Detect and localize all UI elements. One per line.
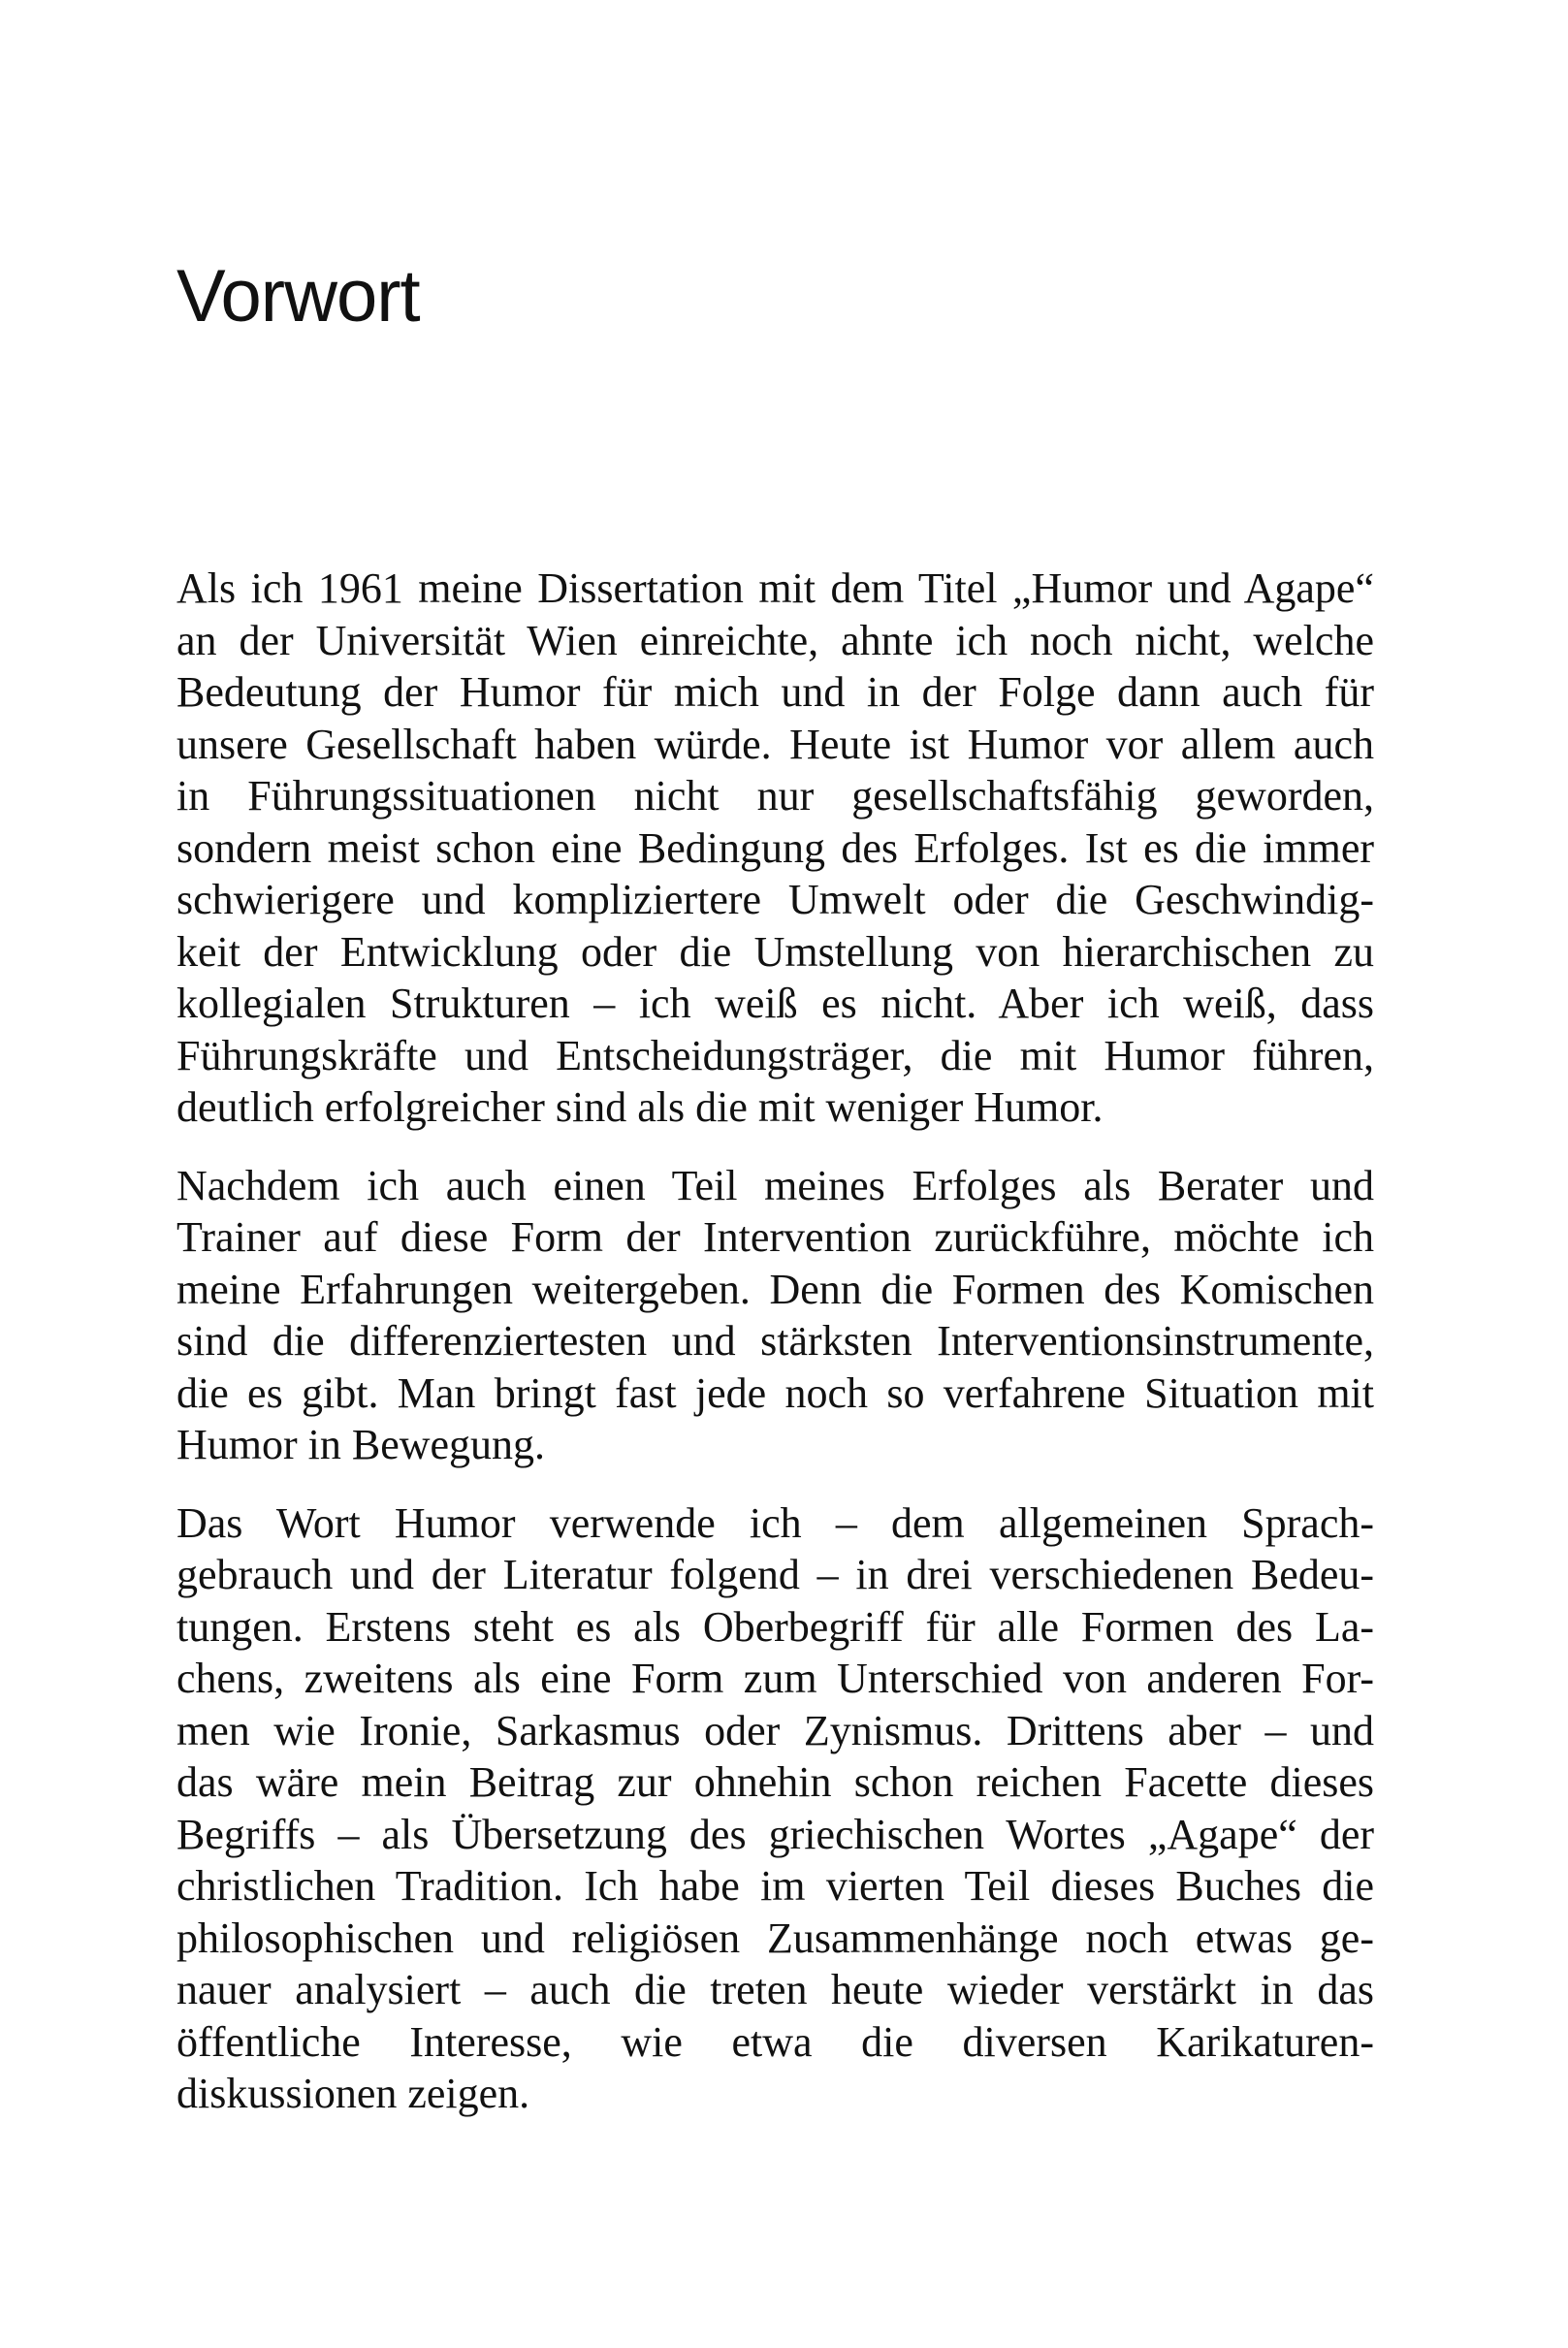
text-line: die es gibt. Man bringt fast jede noch so verfahrene Situation mit [176, 1368, 1374, 1417]
text-line: Trainer auf diese Form der Intervention zurückführe, möchte ich [176, 1213, 1374, 1261]
text-line: Begriffs – als Übersetzung des griechischen Wortes „Agape“ der [176, 1810, 1374, 1858]
text-line: sind die differenziertesten und stärksten Interventionsinstrumente, [176, 1317, 1374, 1365]
text-line: men wie Ironie, Sarkasmus oder Zynismus. Drittens aber – und [176, 1706, 1374, 1754]
text-line: schwierigere und kompliziertere Umwelt oder die Geschwindig- [176, 876, 1374, 923]
text-line: Führungskräfte und Entscheidungsträger, die mit Humor führen, [176, 1031, 1374, 1079]
text-line: Nachdem ich auch einen Teil meines Erfolges als Berater und [176, 1161, 1374, 1209]
text-line: meine Erfahrungen weitergeben. Denn die Formen des Komischen [176, 1265, 1374, 1313]
paragraph-1 [176, 563, 1374, 1134]
text-line: sondern meist schon eine Bedingung des Erfolges. Ist es die immer [176, 823, 1374, 872]
body-text [176, 563, 1374, 2146]
text-line: in Führungssituationen nicht nur gesellschaftsfähig geworden, [176, 772, 1374, 820]
text-line: an der Universität Wien einreichte, ahnte ich noch nicht, welche [176, 616, 1374, 664]
page-title: Vorwort [176, 255, 420, 338]
text-line: chens, zweitens als eine Form zum Unterschied von anderen For- [176, 1655, 1374, 1702]
text-line: Humor in Bewegung. [176, 1421, 546, 1468]
text-line: christlichen Tradition. Ich habe im vierten Teil dieses Buches die [176, 1862, 1374, 1910]
text-line: keit der Entwicklung oder die Umstellung von hierarchischen zu [176, 927, 1374, 976]
text-line: das wäre mein Beitrag zur ohnehin schon reichen Facette dieses [176, 1758, 1374, 1806]
text-line: gebrauch und der Literatur folgend – in drei verschiedenen Bedeu- [176, 1551, 1374, 1598]
text-line: philosophischen und religiösen Zusammenhänge noch etwas ge- [176, 1914, 1374, 1962]
text-line: Als ich 1961 meine Dissertation mit dem Titel „Humor und Agape“ [176, 564, 1374, 612]
text-line: kollegialen Strukturen – ich weiß es nicht. Aber ich weiß, dass [176, 980, 1374, 1027]
text-line: tungen. Erstens steht es als Oberbegriff für alle Formen des La- [176, 1602, 1374, 1651]
text-line: öffentliche Interesse, wie etwa die diversen Karikaturen- [176, 2017, 1374, 2066]
text-line: Bedeutung der Humor für mich und in der Folge dann auch für [176, 668, 1374, 716]
text-line: Das Wort Humor verwende ich – dem allgemeinen Sprach- [176, 1498, 1374, 1547]
text-line: deutlich erfolgreicher sind als die mit weniger Humor. [176, 1083, 1104, 1131]
text-line: unsere Gesellschaft haben würde. Heute ist Humor vor allem auch [176, 720, 1374, 768]
paragraph-2 [176, 1160, 1374, 1471]
paragraph-3 [176, 1497, 1374, 2120]
text-line: nauer analysiert – auch die treten heute wieder verstärkt in das [176, 1966, 1374, 2013]
text-line: diskussionen zeigen. [176, 2070, 530, 2117]
